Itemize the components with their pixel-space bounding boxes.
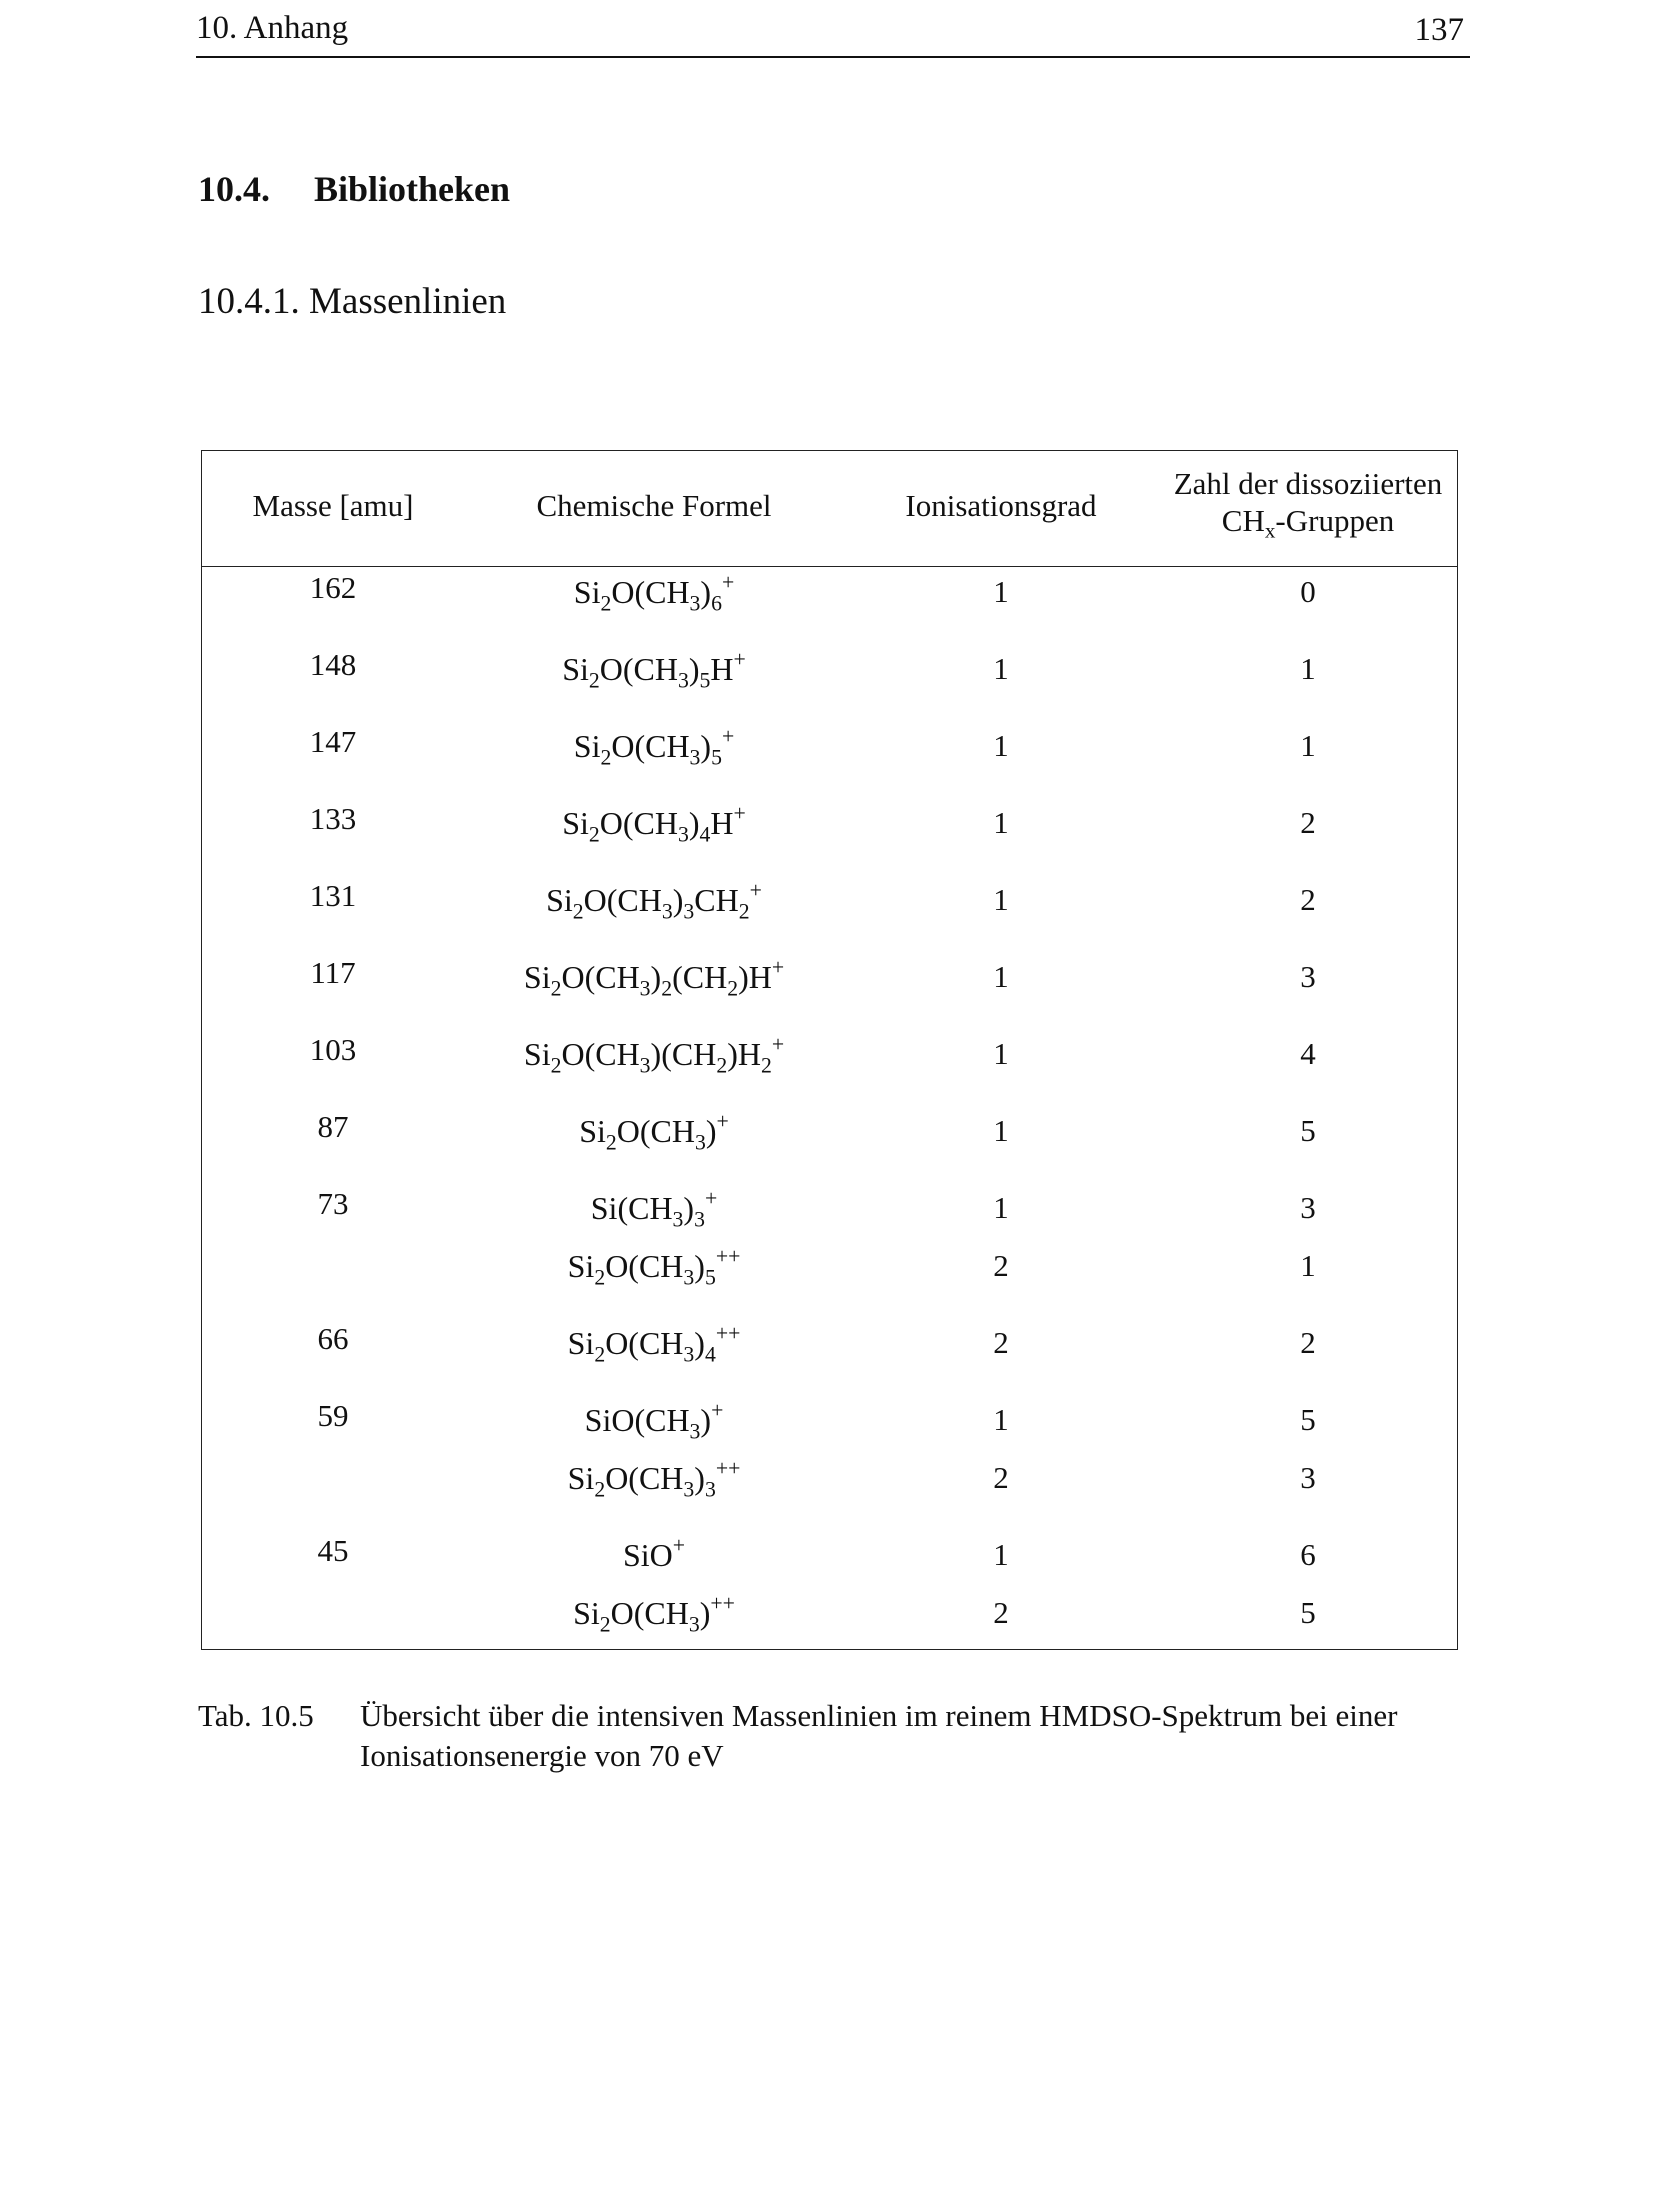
header-mass: Masse [amu] [252,488,414,523]
cell-ionization: 1 [993,1190,1009,1225]
cell-groups: 2 [1300,805,1316,840]
cell-mass: 45 [317,1533,349,1568]
cell-formula: SiO+ [622,1533,686,1573]
cell-formula: $Si_2O(CH_3)_3CH_2^+$ [546,878,762,924]
cell-groups: 2 [1300,1325,1316,1360]
cell-formula: $Si_2O(CH_3)_5^+$ [573,724,735,770]
section-title: Bibliotheken [314,169,511,209]
cell-ionization: 2 [993,1460,1009,1495]
cell-formula: $Si_2O(CH_3)_3^{++}$ [567,1456,741,1502]
cell-groups: 6 [1300,1537,1316,1572]
header-groups-line2 [1158,502,1458,543]
cell-groups: 5 [1300,1402,1316,1437]
cell-ionization: 1 [993,728,1009,763]
cell-formula: $SiO(CH_3)^+$ [584,1398,724,1444]
cell-ionization: 2 [993,1595,1009,1630]
cell-mass: 162 [309,570,357,605]
cell-groups: 1 [1300,651,1316,686]
cell-formula: $Si_2O(CH_3)_4^{++}$ [567,1321,741,1367]
cell-groups: 3 [1300,1460,1316,1495]
cell-mass: 103 [309,1032,357,1067]
header-groups [1158,465,1458,543]
header-divider [202,566,1457,567]
cell-ionization: 1 [993,882,1009,917]
cell-ionization: 1 [993,959,1009,994]
cell-formula: $Si_2O(CH_3)_4H^+$ [562,801,746,847]
cell-formula: $Si_2O(CH_3)_2(CH_2)H^+$ [523,955,785,1001]
cell-mass: 131 [309,878,357,913]
cell-mass: 59 [317,1398,349,1433]
mass-lines-table [201,450,1458,1650]
cell-groups: 1 [1300,728,1316,763]
cell-ionization: 1 [993,1113,1009,1148]
cell-formula: $Si_2O(CH_3)(CH_2)H_2^+$ [523,1032,785,1078]
cell-groups: 3 [1300,1190,1316,1225]
cell-mass: 73 [317,1186,349,1221]
cell-ionization: 1 [993,1402,1009,1437]
header-ionization: Ionisationsgrad [905,488,1097,523]
cell-groups: 5 [1300,1113,1316,1148]
cell-groups: 5 [1300,1595,1316,1630]
cell-ionization: 1 [993,1537,1009,1572]
cell-mass: 87 [317,1109,349,1144]
running-head [196,10,1470,58]
chapter-title: 10. Anhang [196,10,349,46]
header-groups-ch: CH [1221,503,1265,539]
cell-mass: 147 [309,724,357,759]
cell-ionization: 2 [993,1248,1009,1283]
cell-groups: 4 [1300,1036,1316,1071]
header-groups-x: x [1264,518,1276,543]
cell-groups: 1 [1300,1248,1316,1283]
cell-groups: 2 [1300,882,1316,917]
page-number: 137 [1414,12,1464,48]
subsection-heading: 10.4.1. Massenlinien [198,281,507,322]
table-caption-label: Tab. 10.5 [198,1698,314,1733]
table-caption-text: Übersicht über die intensiven Massenlinien im reinem HMDSO-Spektrum bei einer Ionisationsenergie von 70 eV [360,1698,1398,1774]
cell-ionization: 1 [993,574,1009,609]
cell-formula: $Si_2O(CH_3)^{++}$ [573,1591,735,1637]
header-formula: Chemische Formel [536,488,772,523]
cell-ionization: 2 [993,1325,1009,1360]
cell-groups: 0 [1300,574,1316,609]
section-heading [198,168,510,210]
header-groups-line1: Zahl der dissoziierten [1173,466,1443,501]
cell-groups: 3 [1300,959,1316,994]
cell-mass: 148 [309,647,357,682]
cell-ionization: 1 [993,1036,1009,1071]
cell-ionization: 1 [993,651,1009,686]
cell-ionization: 1 [993,805,1009,840]
section-number: 10.4. [198,169,270,209]
header-groups-rest: -Gruppen [1275,503,1395,539]
cell-formula: $Si_2O(CH_3)_5H^+$ [562,647,746,693]
cell-mass: 133 [309,801,357,836]
cell-formula: $Si_2O(CH_3)_6^+$ [573,570,735,616]
cell-mass: 117 [310,955,356,990]
cell-formula: $Si_2O(CH_3)_5^{++}$ [567,1244,741,1290]
cell-mass: 66 [317,1321,349,1356]
cell-formula: $Si_2O(CH_3)^+$ [579,1109,729,1155]
cell-formula: $Si(CH_3)_3^+$ [590,1186,718,1232]
